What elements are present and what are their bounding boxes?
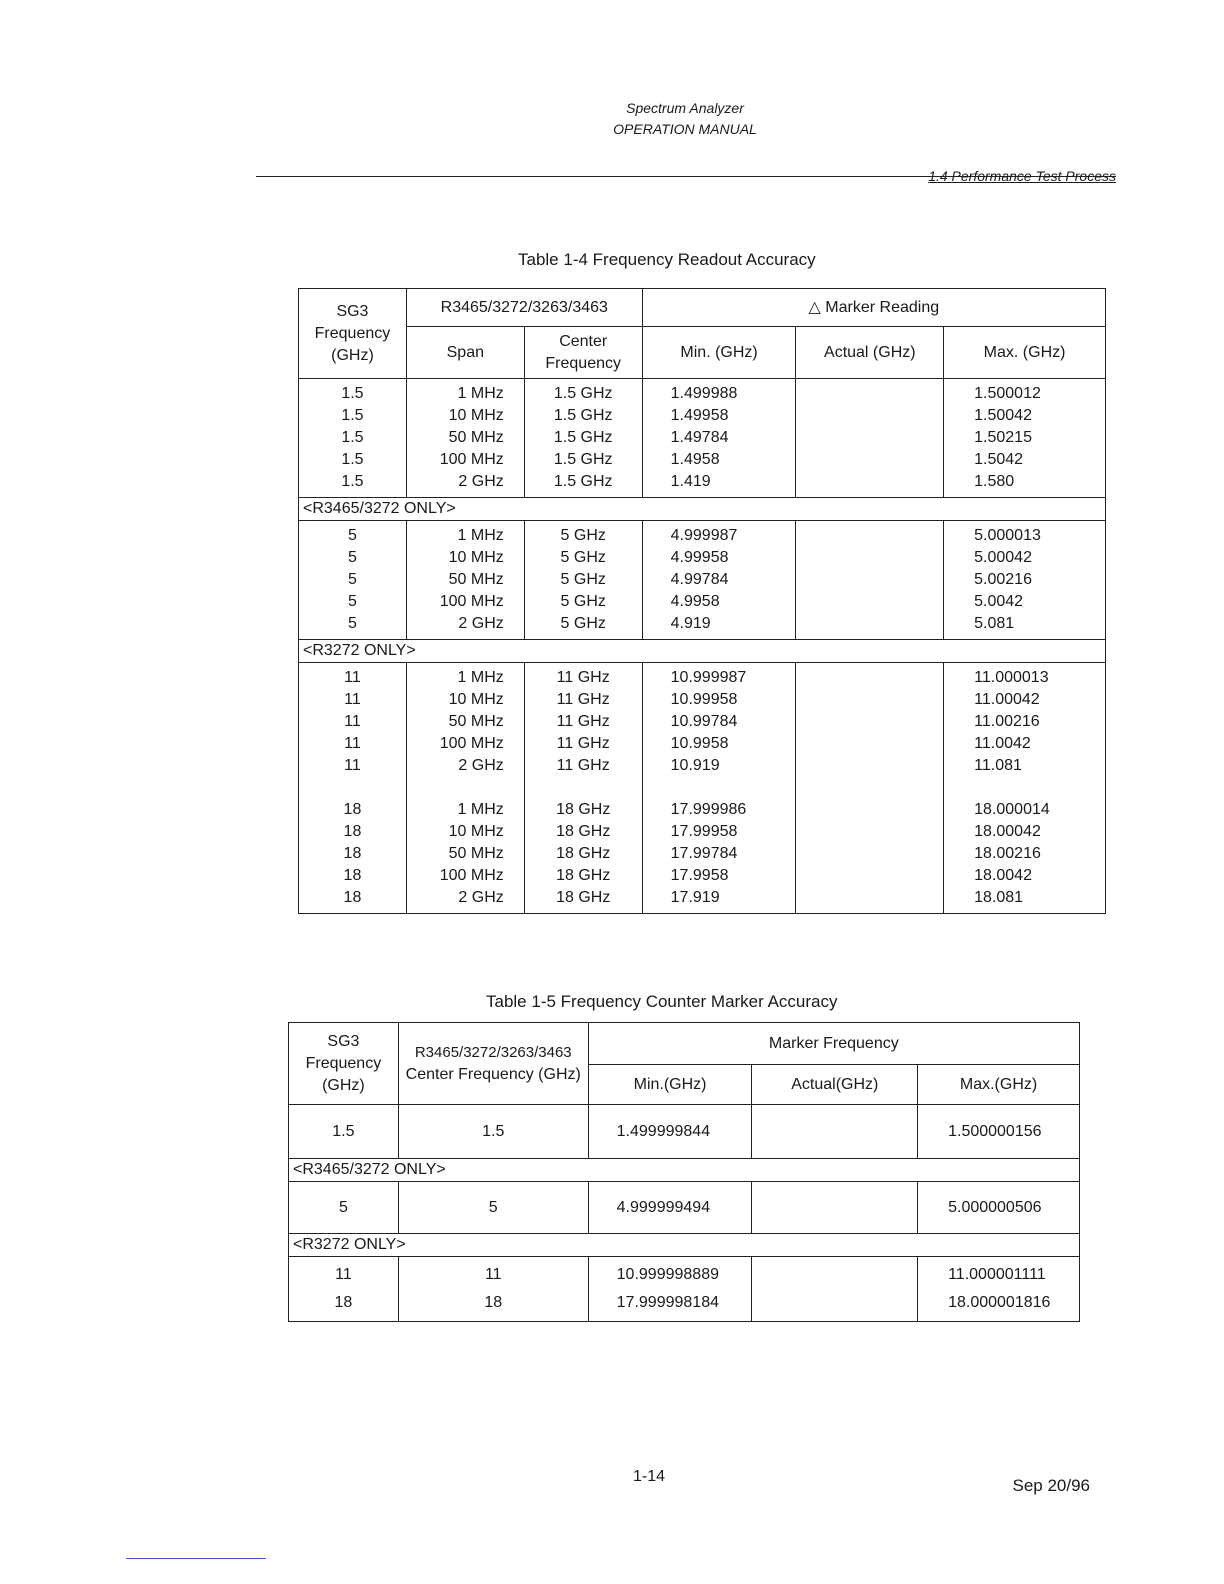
sg3-cell: 1.5 1.5 1.5 1.5 1.5 [299,379,407,498]
span-cell: 1 MHz 10 MHz 50 MHz 100 MHz 2 GHz [406,379,524,498]
actual-cell [796,379,944,498]
sg3-cell: 5 5 5 5 5 [299,521,407,640]
header-subtitle: OPERATION MANUAL [613,121,757,137]
actual-cell [796,521,944,640]
note-r3272-only: <R3272 ONLY> [289,1234,1080,1257]
note-r3465-3272-only: <R3465/3272 ONLY> [299,498,1106,521]
min-header: Min. (GHz) [642,327,796,379]
center-frequency-label: Center Frequency (GHz) [405,1065,581,1083]
min-cell: 4.999999494 [588,1182,752,1234]
max-cell: 5.000000506 [918,1182,1080,1234]
actual-cell [796,663,944,914]
center-frequency-header [398,1023,588,1105]
span-cell: 1 MHz 10 MHz 50 MHz 100 MHz 2 GHz 1 MHz 10 MHz 50 MHz 100 MHz 2 GHz [406,663,524,914]
header-title: Spectrum Analyzer [626,100,744,116]
revision-date: Sep 20/96 [1012,1476,1090,1495]
model-header: R3465/3272/3263/3463 [406,289,642,327]
sg3-header: SG3 Frequency (GHz) [289,1023,399,1105]
min-cell: 10.999998889 17.999998184 [588,1257,752,1322]
actual-header: Actual (GHz) [796,327,944,379]
page-number: 1-14 [632,1468,666,1485]
table-row [289,1257,1080,1322]
center-frequency-header: Center Frequency [524,327,642,379]
marker-frequency-header: Marker Frequency [588,1023,1079,1065]
max-cell: 1.500000156 [918,1105,1080,1159]
min-cell: 1.499999844 [588,1105,752,1159]
table-1-4 [298,288,1106,914]
table-1-5 [288,1022,1080,1322]
table-row [299,521,1106,640]
table-row [299,663,1106,914]
span-header: Span [406,327,524,379]
actual-cell [752,1105,918,1159]
note-r3272-only: <R3272 ONLY> [299,640,1106,663]
actual-header: Actual(GHz) [752,1065,918,1105]
table-row [289,1182,1080,1234]
actual-cell [752,1257,918,1322]
table-1-5-caption: Table 1-5 Frequency Counter Marker Accuracy [486,992,838,1011]
sg3-cell: 11 11 11 11 11 18 18 18 18 18 [299,663,407,914]
footer-rule [126,1558,266,1559]
center-frequency-cell: 1.5 GHz 1.5 GHz 1.5 GHz 1.5 GHz 1.5 GHz [524,379,642,498]
min-cell: 4.999987 4.99958 4.99784 4.9958 4.919 [642,521,796,640]
section-title: 1.4 Performance Test Process [928,168,1116,184]
min-cell: 1.499988 1.49958 1.49784 1.4958 1.419 [642,379,796,498]
max-header: Max. (GHz) [944,327,1106,379]
center-frequency-cell: 1.5 [398,1105,588,1159]
min-cell: 10.999987 10.99958 10.99784 10.9958 10.919 17.999986 17.99958 17.99784 17.9958 17.919 [642,663,796,914]
model-header: R3465/3272/3263/3463 [414,1043,572,1061]
sg3-cell: 1.5 [289,1105,399,1159]
max-cell: 1.500012 1.50042 1.50215 1.5042 1.580 [944,379,1106,498]
center-frequency-cell: 11 18 [398,1257,588,1322]
max-cell: 5.000013 5.00042 5.00216 5.0042 5.081 [944,521,1106,640]
center-frequency-cell: 5 [398,1182,588,1234]
center-frequency-cell: 11 GHz 11 GHz 11 GHz 11 GHz 11 GHz 18 GHz 18 GHz 18 GHz 18 GHz 18 GHz [524,663,642,914]
note-r3465-3272-only: <R3465/3272 ONLY> [289,1159,1080,1182]
table-1-4-caption: Table 1-4 Frequency Readout Accuracy [518,250,816,269]
sg3-cell: 5 [289,1182,399,1234]
max-header: Max.(GHz) [918,1065,1080,1105]
table-row [289,1105,1080,1159]
table-row [299,379,1106,498]
max-cell: 11.000013 11.00042 11.00216 11.0042 11.081 18.000014 18.00042 18.00216 18.0042 18.081 [944,663,1106,914]
running-header [560,98,810,140]
min-header: Min.(GHz) [588,1065,752,1105]
max-cell: 11.000001111 18.000001816 [918,1257,1080,1322]
span-cell: 1 MHz 10 MHz 50 MHz 100 MHz 2 GHz [406,521,524,640]
marker-reading-header: △ Marker Reading [642,289,1105,327]
center-frequency-cell: 5 GHz 5 GHz 5 GHz 5 GHz 5 GHz [524,521,642,640]
sg3-header: SG3 Frequency (GHz) [299,289,407,379]
sg3-cell: 11 18 [289,1257,399,1322]
actual-cell [752,1182,918,1234]
